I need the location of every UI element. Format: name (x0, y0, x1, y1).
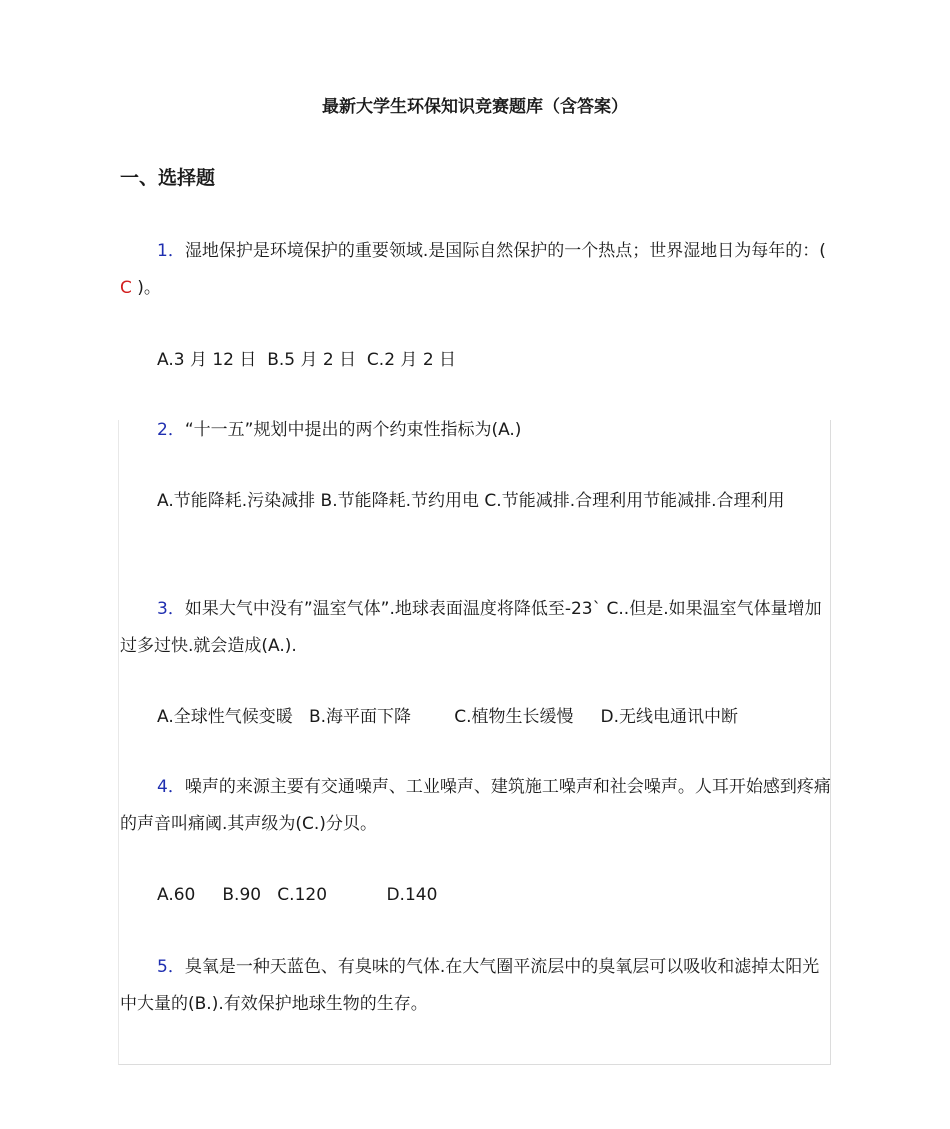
question-1 (120, 233, 832, 307)
question-text-end: )。 (137, 278, 161, 298)
question-3 (120, 591, 832, 665)
question-2 (120, 412, 832, 449)
section-heading: 一、选择题 (120, 167, 216, 189)
document-title: 最新大学生环保知识竞赛题库（含答案） (322, 97, 628, 117)
question-text: 臭氧是一种天蓝色、有臭味的气体.在大气圈平流层中的臭氧层可以吸收和滤掉太阳光中大量的(B.).有效保护地球生物的生存。 (120, 957, 820, 1014)
question-2-options: A.节能降耗.污染减排 B.节能降耗.节约用电 C.节能减排.合理利用节能减排.合理利用 (157, 491, 785, 511)
question-number: 5． (157, 957, 185, 977)
question-number: 4． (157, 777, 185, 797)
question-4 (120, 769, 832, 843)
question-number: 3． (157, 599, 185, 619)
question-1-options: A.3 月 12 日 B.5 月 2 日 C.2 月 2 日 (157, 350, 457, 370)
question-4-options: A.60 B.90 C.120 D.140 (157, 885, 438, 905)
answer-highlight: C (120, 278, 138, 298)
question-number: 1． (157, 241, 185, 261)
question-number: 2． (157, 420, 185, 440)
question-text: 湿地保护是环境保护的重要领域.是国际自然保护的一个热点；世界湿地日为每年的：( (184, 241, 826, 261)
question-text: “十一五”规划中提出的两个约束性指标为(A.) (184, 420, 522, 440)
question-3-options: A.全球性气候变暖 B.海平面下降 C.植物生长缓慢 D.无线电通讯中断 (157, 707, 739, 727)
question-5 (120, 949, 832, 1023)
question-text: 噪声的来源主要有交通噪声、工业噪声、建筑施工噪声和社会噪声。人耳开始感到疼痛的声音叫痛阈.其声级为(C.)分贝。 (120, 777, 831, 834)
question-text: 如果大气中没有”温室气体”.地球表面温度将降低至-23` C..但是.如果温室气体量增加过多过快.就会造成(A.). (120, 599, 822, 656)
